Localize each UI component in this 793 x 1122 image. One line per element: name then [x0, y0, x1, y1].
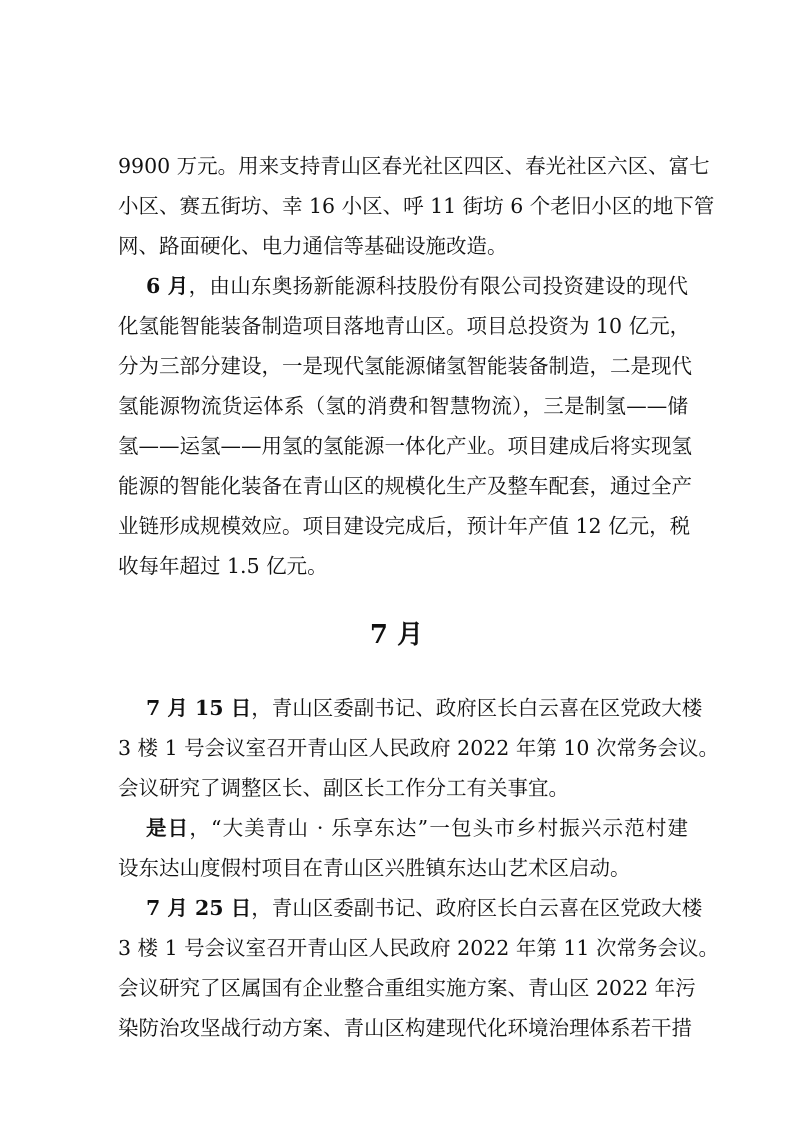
paragraph-text: ，青山区委副书记、政府区长白云喜在区党政大楼	[251, 896, 703, 920]
paragraph-line: 会议研究了区属国有企业整合重组实施方案、青山区 2022 年污	[118, 976, 696, 1000]
paragraph-text: ，“大美青山 · 乐享东达”一包头市乡村振兴示范村建	[189, 816, 688, 840]
paragraph-line: 网、路面硬化、电力通信等基础设施改造。	[118, 234, 508, 258]
paragraph-line: 3 楼 1 号会议室召开青山区人民政府 2022 年第 10 次常务会议。	[118, 736, 719, 760]
paragraph-line: 化氢能智能装备制造项目落地青山区。项目总投资为 10 亿元，	[118, 314, 691, 338]
paragraph-first-line	[146, 814, 688, 842]
paragraph-lead: 是日	[146, 816, 190, 840]
paragraph-text: ，由山东奥扬新能源科技股份有限公司投资建设的现代	[188, 274, 689, 298]
paragraph-line: 收每年超过 1.5 亿元。	[118, 554, 328, 578]
paragraph-lead: 7 月 15 日	[146, 696, 252, 720]
paragraph-line: 设东达山度假村项目在青山区兴胜镇东达山艺术区启动。	[118, 856, 631, 880]
paragraph-first-line	[146, 894, 703, 922]
paragraph-line: 9900 万元。用来支持青山区春光社区四区、春光社区六区、富七	[118, 154, 710, 178]
section-heading: 7 月	[369, 620, 424, 650]
paragraph-line: 能源的智能化装备在青山区的规模化生产及整车配套，通过全产	[118, 474, 692, 498]
paragraph-line: 业链形成规模效应。项目建设完成后，预计年产值 12 亿元，税	[118, 514, 691, 538]
paragraph-line: 染防治攻坚战行动方案、青山区构建现代化环境治理体系若干措	[118, 1016, 692, 1040]
paragraph-line: 小区、赛五街坊、幸 16 小区、呼 11 街坊 6 个老旧小区的地下管	[118, 194, 715, 218]
paragraph-first-line	[146, 694, 703, 722]
paragraph-line: 氢能源物流货运体系（氢的消费和智慧物流），三是制氢——储	[118, 394, 688, 418]
paragraph-lead: 6 月	[146, 274, 189, 298]
paragraph-text: ，青山区委副书记、政府区长白云喜在区党政大楼	[251, 696, 703, 720]
paragraph-first-line	[146, 272, 688, 300]
paragraph-line: 会议研究了调整区长、副区长工作分工有关事宜。	[118, 776, 569, 800]
paragraph-lead: 7 月 25 日	[146, 896, 252, 920]
paragraph-line: 分为三部分建设，一是现代氢能源储氢智能装备制造，二是现代	[118, 354, 692, 378]
paragraph-line: 3 楼 1 号会议室召开青山区人民政府 2022 年第 11 次常务会议。	[118, 936, 719, 960]
paragraph-line: 氢——运氢——用氢的氢能源一体化产业。项目建成后将实现氢	[118, 434, 692, 458]
